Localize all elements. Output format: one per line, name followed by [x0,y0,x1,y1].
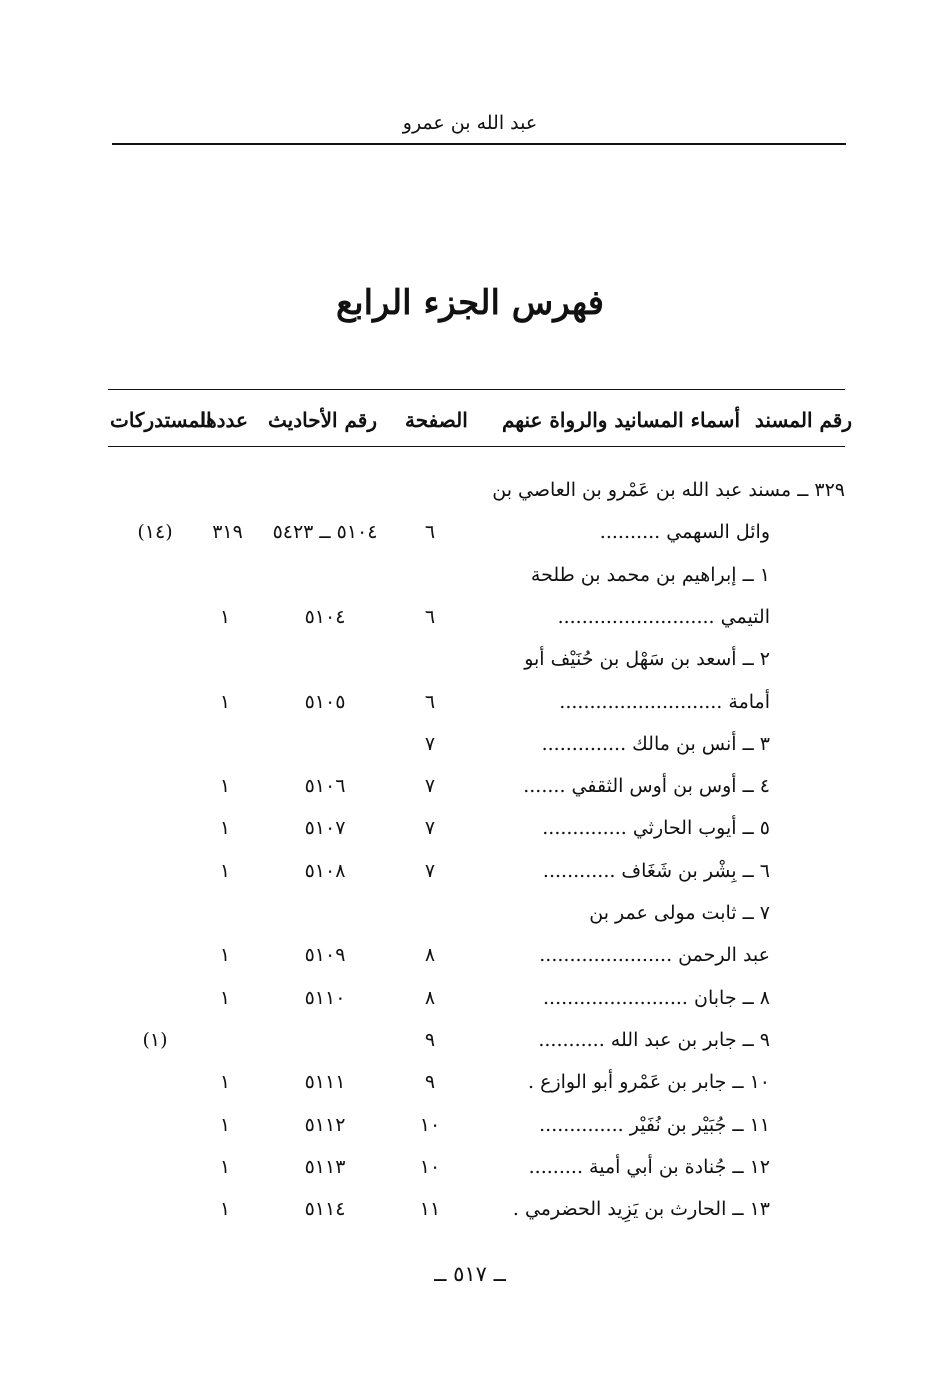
row-hadith-numbers: ٥١٠٧ [304,817,346,840]
row-count: ١ [219,944,231,967]
table-row [0,1151,940,1191]
table-bottom-rule [108,446,845,447]
row-hadith-numbers: ٥١٠٦ [304,775,346,798]
row-page: ٩ [424,1071,436,1094]
row-name: ٨ ــ جابان ........................ [543,986,770,1009]
table-row [0,855,940,895]
column-header-names: أسماء المسانيد والرواة عنهم [501,408,740,432]
row-hadith-numbers: ٥١١٣ [304,1155,346,1178]
row-name: ٣٢٩ ــ مسند عبد الله بن عَمْرو بن العاصي بن [492,479,845,501]
row-name: التيمي .......................... [557,605,770,628]
table-row [0,982,940,1022]
row-mustadrak: (١) [142,1028,168,1051]
row-page: ٦ [424,521,436,544]
running-header: عبد الله بن عمرو [402,112,538,134]
row-name: ١٣ ــ الحارث بن يَزِيد الحضرمي . [512,1198,770,1221]
row-hadith-numbers: ٥١٠٤ ــ ٥٤٢٣ [272,521,378,544]
row-mustadrak: (١٤) [137,521,173,544]
row-count: ١ [219,859,231,882]
row-page: ٨ [424,944,436,967]
row-name: ١١ ــ جُبَيْر بن نُفَيْر .............. [539,1113,770,1136]
row-page: ٦ [424,690,436,713]
page-title: فهرس الجزء الرابع [336,283,604,323]
table-row [0,686,940,726]
row-count: ٣١٩ [212,521,243,544]
table-row [0,939,940,979]
row-page: ١٠ [419,1113,441,1136]
row-page: ٧ [424,775,436,798]
row-count: ١ [219,1198,231,1221]
row-page: ٩ [424,1028,436,1051]
row-page: ٧ [424,859,436,882]
row-count: ١ [219,775,231,798]
row-name: أمامة ........................... [559,690,770,713]
table-row [0,1193,940,1233]
table-row [0,643,940,683]
row-page: ١٠ [419,1155,441,1178]
row-name: ٤ ــ أوس بن أوس الثقفي ....... [523,775,770,798]
table-row [0,516,940,556]
row-hadith-numbers: ٥١٠٤ [304,605,346,628]
row-hadith-numbers: ٥١١٢ [304,1113,346,1136]
row-page: ٧ [424,732,436,755]
row-name: ٥ ــ أيوب الحارثي .............. [542,817,770,840]
column-header-count: عددها [200,408,248,432]
row-name: ٩ ــ جابر بن عبد الله ........... [538,1028,770,1051]
row-hadith-numbers: ٥١٠٨ [304,859,346,882]
page-number: ــ ٥١٧ ــ [434,1262,506,1286]
column-header-page: الصفحة [405,408,468,432]
row-name: ٦ ــ بِشْر بن شَغَاف ............ [542,859,770,882]
table-row [0,897,940,937]
table-row [0,812,940,852]
row-count: ١ [219,817,231,840]
header-rule [112,143,846,145]
table-row [0,770,940,810]
row-hadith-numbers: ٥١١١ [304,1071,346,1094]
row-name: ١ ــ إبراهيم بن محمد بن طلحة [530,563,770,586]
row-name: ١٢ ــ جُنادة بن أبي أمية ......... [528,1155,770,1178]
row-name: ٣ ــ أنس بن مالك .............. [541,732,770,755]
row-hadith-numbers: ٥١١٠ [304,986,346,1009]
row-name: ١٠ ــ جابر بن عَمْرو أبو الوازع . [528,1071,770,1094]
row-name: عبد الرحمن ...................... [539,944,770,967]
table-row [0,474,940,514]
row-page: ٦ [424,605,436,628]
row-count: ١ [219,1155,231,1178]
row-page: ٧ [424,817,436,840]
row-name: ٢ ــ أسعد بن سَهْل بن حُنَيْف أبو [524,648,770,671]
table-row [0,1109,940,1149]
table-row [0,1024,940,1064]
row-count: ١ [219,690,231,713]
table-row [0,1066,940,1106]
table-row [0,728,940,768]
row-page: ٨ [424,986,436,1009]
row-hadith-numbers: ٥١٠٩ [304,944,346,967]
table-row [0,559,940,599]
table-row [0,601,940,641]
column-header-musnad-no: رقم المسند [754,408,852,432]
row-count: ١ [219,1071,231,1094]
row-page: ١١ [419,1198,441,1221]
row-count: ١ [219,605,231,628]
column-header-hadith-no: رقم الأحاديث [268,408,378,432]
row-hadith-numbers: ٥١٠٥ [304,690,346,713]
row-count: ١ [219,1113,231,1136]
row-name: وائل السهمي .......... [599,521,770,544]
row-hadith-numbers: ٥١١٤ [304,1198,346,1221]
column-header-mustadrakat: المستدركات [110,408,212,432]
table-top-rule [108,389,845,390]
row-count: ١ [219,986,231,1009]
row-name: ٧ ــ ثابت مولى عمر بن [589,902,770,924]
